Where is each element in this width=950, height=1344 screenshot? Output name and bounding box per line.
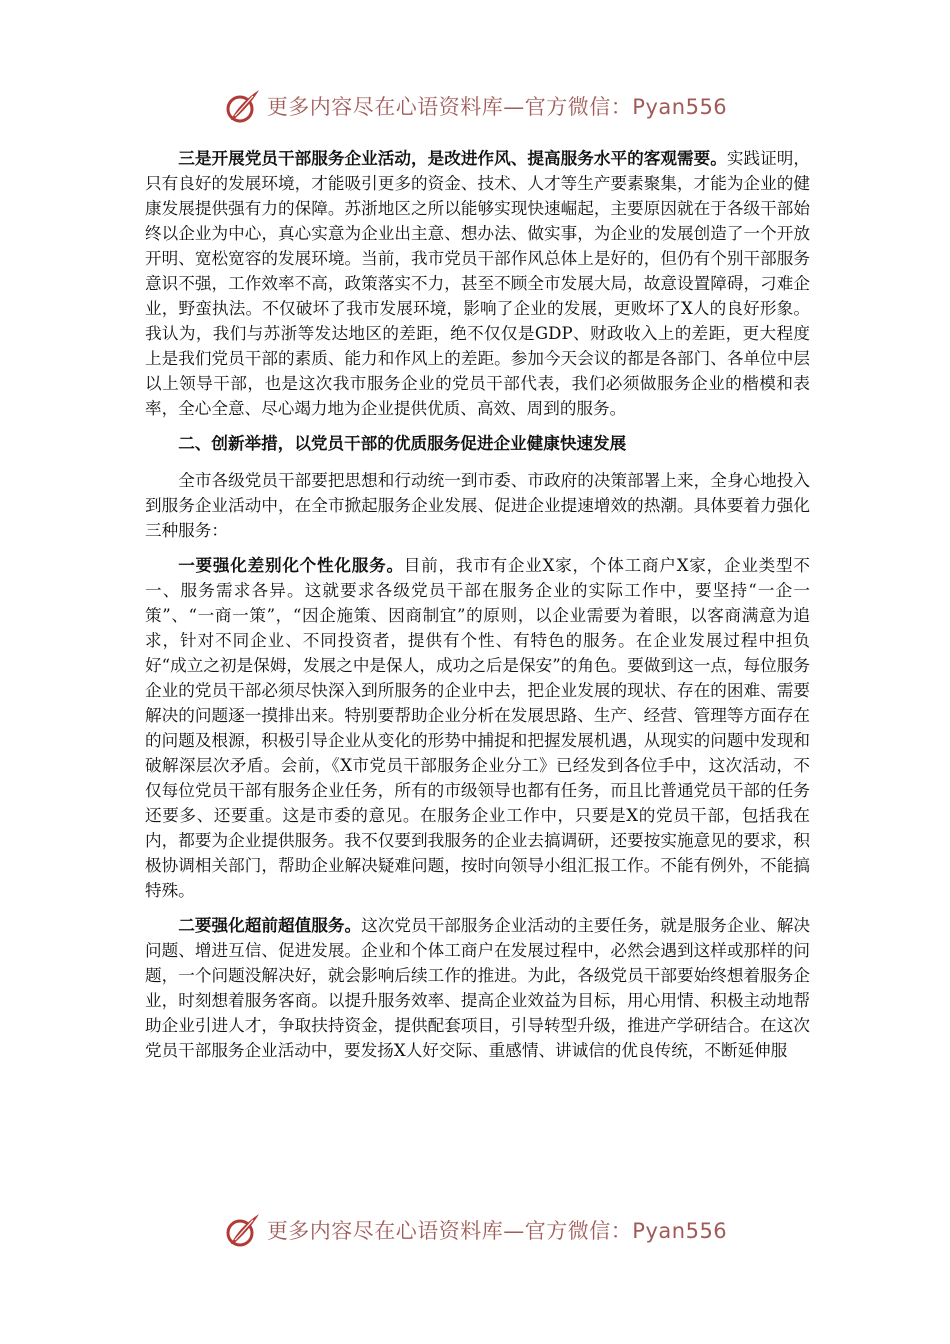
paragraph-text: 实践证明，只有良好的发展环境，才能吸引更多的资金、技术、人才等生产要素聚集，才能为企业的健康发展提供强有力的保障。苏浙地区之所以能够实现快速崛起，主要原因就在于各级干部始终以企业为中心，真心实意为企业出主意、想办法、做实事，为企业的发展创造了一个开放开明、宽松宽容的发展环境。当前，我市党员干部作风总体上是好的，但仍有个别干部服务意识不强，工作效率不高，政策落实不力，甚至不顾全市发展大局，故意设置障碍，刁难企业，野蛮执法。不仅破坏了我市发展环境，影响了企业的发展，更败坏了X人的良好形象。我认为，我们与苏浙等发达地区的差距，绝不仅仅是GDP、财政收入上的差距，更大程度上是我们党员干部的素质、能力和作风上的差距。参加今天会议的都是各部门、各单位中层以上领导干部，也是这次我市服务企业的党员干部代表，我们必须做服务企业的楷模和表率，全心全意、尽心竭力地为企业提供优质、高效、周到的服务。 [145, 149, 811, 418]
paragraph-text: 这次党员干部服务企业活动的主要任务，就是服务企业、解决问题、增进互信、促进发展。企业和个体工商户在发展过程中，必然会遇到这样或那样的问题，一个问题没解决好，就会影响后续工作的推进。为此，各级党员干部要始终想着服务企业，时刻想着服务客商。以提升服务效率、提高企业效益为目标，用心用情、积极主动地帮助企业引进人才，争取扶持资金，提供配套项目，引导转型升级，推进产学研结合。在这次党员干部服务企业活动中，要发扬X人好交际、重感情、讲诚信的优良传统，不断延伸服 [145, 916, 811, 1060]
paragraph-intro [145, 468, 810, 543]
section-heading-text: 二、创新举措，以党员干部的优质服务促进企业健康快速发展 [178, 433, 627, 453]
paragraph-lead: 二要强化超前超值服务。 [178, 915, 362, 935]
watermark-banner-bottom [0, 1210, 950, 1250]
paragraph-advance-service [145, 913, 810, 1063]
paragraph-text: 目前，我市有企业X家，个体工商户X家，企业类型不一、服务需求各异。这就要求各级党员干部在服务企业的实际工作中，要坚持“一企一策”、“一商一策”，“因企施策、因商制宜”的原则，以企业需要为着眼，以客商满意为追求，针对不同企业、不同投资者，提供有个性、有特色的服务。在企业发展过程中担负好“成立之初是保姆，发展之中是保人，成功之后是保安”的角色。要做到这一点，每位服务企业的党员干部必须尽快深入到所服务的企业中去，把企业发展的现状、存在的困难、需要解决的问题逐一摸排出来。特别要帮助企业分析在发展思路、生产、经营、管理等方面存在的问题及根源，积极引导企业从变化的形势中捕捉和把握发展机遇，从现实的问题中发现和破解深层次矛盾。会前，《X市党员干部服务企业分工》已经发到各位手中，这次活动，不仅每位党员干部有服务企业任务，所有的市级领导也都有任务，而且比普通党员干部的任务还要多、还要重。这是市委的意见。在服务企业工作中，只要是X的党员干部，包括我在内，都要为企业提供服务。我不仅要到我服务的企业去搞调研，还要按实施意见的要求，积极协调相关部门，帮助企业解决疑难问题，按时向领导小组汇报工作。不能有例外，不能搞特殊。 [145, 556, 810, 900]
paragraph-lead: 三是开展党员干部服务企业活动，是改进作风、提高服务水平的客观需要。 [178, 148, 727, 168]
paragraph-differentiated-service [145, 553, 810, 903]
paragraph-lead: 一要强化差别化个性化服务。 [178, 555, 404, 575]
feather-logo-icon [223, 86, 263, 126]
watermark-text: 更多内容尽在心语资料库—官方微信：Pyan556 [266, 1219, 728, 1243]
watermark-text: 更多内容尽在心语资料库—官方微信：Pyan556 [266, 95, 728, 119]
paragraph-service-need [145, 146, 810, 421]
paragraph-text: 全市各级党员干部要把思想和行动统一到市委、市政府的决策部署上来，全身心地投入到服务企业活动中，在全市掀起服务企业发展、促进企业提速增效的热潮。具体要着力强化三种服务： [145, 471, 810, 540]
watermark-banner-top [0, 86, 950, 126]
section-heading [145, 431, 810, 456]
feather-logo-icon [223, 1210, 263, 1250]
document-body [145, 146, 810, 1073]
